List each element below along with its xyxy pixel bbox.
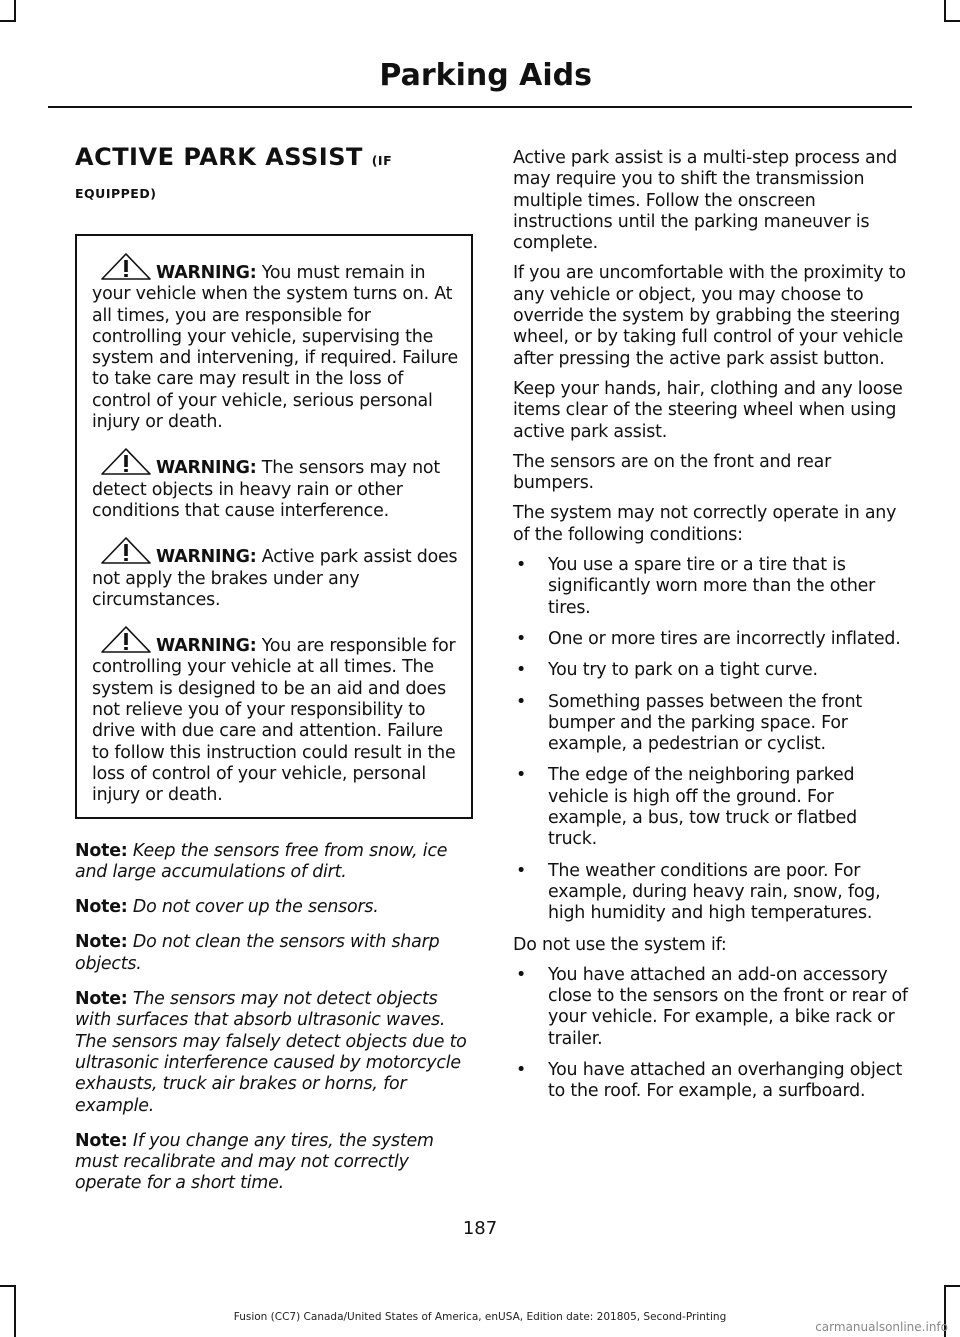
note-text: The sensors may not detect objects with surfaces that absorb ultrasonic waves. The sensors may falsely detect objects due to ultrasonic interference caused by motorcycle exhausts, truck air brakes or horns, for example. (75, 989, 467, 1116)
paragraph-override: If you are uncomfortable with the proximity to any vehicle or object, you may choose to override the system by grabbing the steering wheel, or by taking full control of your vehicle after pressing the active park assist button. (513, 263, 906, 369)
warning-2 (92, 447, 463, 522)
list-item (513, 555, 908, 619)
right-column (513, 148, 908, 1113)
warning-text: You are responsible for controlling your vehicle at all times. The system is designed to be an aid and does not relieve you of your responsibility to drive with due care and attention. Failure to follow this instruction could result in the loss of control of your vehicle, personal injury or death. (92, 636, 456, 806)
section-title-main: ACTIVE PARK ASSIST (75, 143, 363, 171)
section-title-suffix: (IF (371, 153, 393, 168)
note-label: Note: (75, 932, 128, 953)
header-rule (48, 106, 912, 108)
bullet: • (516, 555, 527, 576)
note-5 (75, 1131, 473, 1195)
crop-mark (944, 20, 960, 22)
list-item (513, 692, 908, 756)
list-item-text: The edge of the neighboring parked vehicle is high off the ground. For example, a bus, tow truck or flatbed truck. (548, 765, 857, 850)
bullet: • (516, 628, 527, 649)
left-column (75, 140, 473, 1195)
warning-text: The sensors may not detect objects in heavy rain or other conditions that cause interference. (92, 458, 440, 521)
list-item (513, 861, 908, 925)
warning-label: WARNING: (156, 547, 257, 568)
warning-label: WARNING: (156, 263, 257, 283)
paragraph-do-not-use: Do not use the system if: (513, 934, 727, 955)
list-item-text: You try to park on a tight curve. (548, 660, 818, 681)
note-4 (75, 989, 473, 1117)
note-text: Keep the sensors free from snow, ice and large accumulations of dirt. (75, 840, 448, 882)
warning-1 (92, 252, 463, 433)
list-item (513, 765, 908, 850)
bullet: • (516, 765, 527, 786)
note-3 (75, 932, 473, 975)
warning-box (75, 234, 473, 819)
list-item-text: You have attached an overhanging object to the roof. For example, a surfboard. (548, 1059, 903, 1102)
warning-triangle-icon (100, 447, 152, 477)
list-item-text: Something passes between the front bumper and the parking space. For example, a pedestrian or cyclist. (548, 691, 863, 755)
section-title-sub: EQUIPPED) (75, 186, 157, 201)
page-header-title: Parking Aids (379, 58, 592, 93)
list-item (513, 660, 908, 681)
bullet: • (516, 964, 527, 985)
note-2 (75, 897, 473, 918)
crop-mark (944, 0, 946, 22)
bullet: • (516, 860, 527, 881)
conditions-list (513, 555, 908, 924)
do-not-use-list (513, 965, 908, 1103)
paragraph-conditions-intro: The system may not correctly operate in any of the following conditions: (513, 503, 897, 545)
crop-mark (0, 20, 16, 22)
note-label: Note: (75, 897, 128, 918)
note-label: Note: (75, 1130, 128, 1151)
crop-mark (14, 0, 16, 22)
list-item-text: One or more tires are incorrectly inflated. (548, 628, 901, 649)
warning-4 (92, 625, 463, 806)
warning-text: Active park assist does not apply the brakes under any circumstances. (92, 547, 458, 610)
warning-text: You must remain in your vehicle when the system turns on. At all times, you are responsible for controlling your vehicle, supervising the system and intervening, if required. Failure to take care may result in the loss of control of your vehicle, serious personal injury or death. (92, 263, 458, 433)
note-text: If you change any tires, the system must recalibrate and may not correctly operate for a short time. (75, 1130, 434, 1194)
warning-label: WARNING: (156, 636, 257, 657)
list-item (513, 965, 908, 1050)
note-label: Note: (75, 840, 128, 861)
warning-3 (92, 536, 463, 611)
paragraph-multi-step: Active park assist is a multi-step process and may require you to shift the transmission multiple times. Follow the onscreen instructions until the parking maneuver is complete. (513, 148, 898, 254)
paragraph-keep-clear: Keep your hands, hair, clothing and any loose items clear of the steering wheel when using active park assist. (513, 378, 903, 442)
bullet: • (516, 691, 527, 712)
list-item-text: You have attached an add-on accessory close to the sensors on the front or rear of your vehicle. For example, a bike rack or trailer. (548, 964, 908, 1049)
note-text: Do not clean the sensors with sharp objects. (75, 932, 440, 974)
bullet: • (516, 660, 527, 681)
crop-mark (0, 1285, 16, 1287)
list-item (513, 1060, 908, 1103)
bullet: • (516, 1059, 527, 1080)
crop-mark (944, 1285, 960, 1287)
watermark: carmanualsonline.info (815, 1320, 948, 1334)
footer-edition-info: Fusion (CC7) Canada/United States of America, enUSA, Edition date: 201805, Second-Printing (233, 1311, 727, 1323)
section-title (75, 140, 473, 206)
note-1 (75, 841, 473, 884)
list-item-text: The weather conditions are poor. For example, during heavy rain, snow, fog, high humidity and high temperatures. (548, 860, 881, 924)
list-item-text: You use a spare tire or a tire that is significantly worn more than the other tires. (548, 555, 876, 618)
warning-triangle-icon (100, 625, 152, 655)
paragraph-sensor-location: The sensors are on the front and rear bumpers. (513, 451, 832, 494)
warning-label: WARNING: (156, 458, 257, 479)
page-number: 187 (462, 1218, 498, 1239)
warning-triangle-icon (100, 252, 152, 282)
warning-triangle-icon (100, 536, 152, 566)
note-text: Do not cover up the sensors. (127, 897, 379, 918)
note-label: Note: (75, 989, 128, 1010)
list-item (513, 629, 908, 650)
